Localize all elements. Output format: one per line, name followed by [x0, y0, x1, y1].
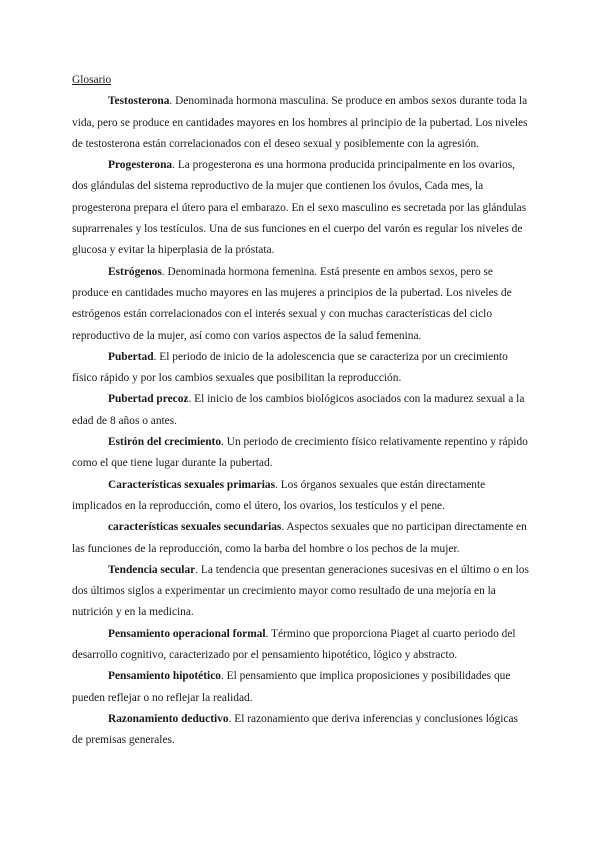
glossary-entry	[72, 91, 530, 155]
entry-definition: . Un periodo de crecimiento físico relativamente repentino y rápido como el que tiene lugar durante la pubertad.	[72, 436, 528, 470]
entry-definition: . El pensamiento que implica proposiciones y posibilidades que pueden reflejar o no reflejar la realidad.	[72, 670, 511, 704]
entry-definition: . Término que proporciona Piaget al cuarto periodo del desarrollo cognitivo, caracterizado por el pensamiento hipotético, lógico y abstracto.	[72, 627, 516, 662]
entry-term: Testosterona	[108, 95, 170, 108]
glossary-entry	[72, 624, 530, 667]
entry-definition: . Aspectos sexuales que no participan directamente en las funciones de la reproducción, como la barba del hombre o los pechos de la mujer.	[72, 521, 527, 555]
glossary-entry	[72, 432, 530, 475]
entry-term: Progesterona	[108, 159, 173, 172]
entry-term: Pensamiento operacional formal	[108, 627, 266, 640]
entry-definition: . El inicio de los cambios biológicos asociados con la madurez sexual a la edad de 8 años o antes.	[72, 393, 525, 427]
entry-definition: . El razonamiento que deriva inferencias y conclusiones lógicas de premisas generales.	[72, 712, 518, 747]
glossary-entry	[72, 389, 530, 432]
entry-term: Razonamiento deductivo	[108, 712, 229, 725]
entry-term: características sexuales secundarias	[108, 521, 282, 534]
entry-term: Tendencia secular	[108, 563, 196, 576]
entry-definition: . La tendencia que presentan generaciones sucesivas en el último o en los dos últimos siglos a experimentar un crecimiento mayor como resultado de una mejoría en la nutrición y en la medicina.	[72, 563, 529, 619]
document-page	[72, 70, 530, 752]
glossary-entry	[72, 517, 530, 560]
glossary-heading: Glosario	[72, 74, 112, 86]
entry-term: Pensamiento hipotético	[108, 670, 221, 683]
glossary-entry	[72, 262, 530, 347]
entry-definition: . Denominada hormona femenina. Está presente en ambos sexos, pero se produce en cantidades mucho mayores en las mujeres a principios de la pubertad. Los niveles de estrógenos están correlacionados con el interés sexual y con muchas características del ciclo reproductivo de la mujer, así como con varios aspectos de la salud femenina.	[72, 265, 512, 342]
entry-term: Estirón del crecimiento	[108, 436, 222, 449]
entry-term: Estrógenos	[108, 265, 162, 278]
glossary-entry	[72, 347, 530, 390]
glossary-entry	[72, 666, 530, 709]
glossary-entry	[72, 475, 530, 518]
entry-term: Pubertad	[108, 350, 154, 363]
entry-definition: . Denominada hormona masculina. Se produce en ambos sexos durante toda la vida, pero se produce en cantidades mayores en los hombres al principio de la pubertad. Los niveles de testosterona están correlacionados con el deseo sexual y posiblemente con la agresión.	[72, 95, 528, 150]
entry-definition: . La progesterona es una hormona producida principalmente en los ovarios, dos glándulas del sistema reproductivo de la mujer que contienen los óvulos, Cada mes, la progesterona prepara el útero para el embarazo. En el sexo masculino es secretada por las glándulas suprarrenales y los testículos. Una de sus funciones en el cuerpo del varón es regular los niveles de glucosa y evitar la hiperplasia de la próstata.	[72, 159, 527, 257]
glossary-entry	[72, 709, 530, 752]
entry-term: Pubertad precoz	[108, 393, 189, 406]
glossary-entry	[72, 155, 530, 261]
entry-definition: . Los órganos sexuales que están directamente implicados en la reproducción, como el útero, los ovarios, los testículos y el pene.	[72, 478, 486, 512]
entry-definition: . El periodo de inicio de la adolescencia que se caracteriza por un crecimiento físico rápido y por los cambios sexuales que posibilitan la reproducción.	[72, 350, 508, 385]
glossary-entry	[72, 560, 530, 624]
entry-term: Características sexuales primarias	[108, 478, 276, 491]
